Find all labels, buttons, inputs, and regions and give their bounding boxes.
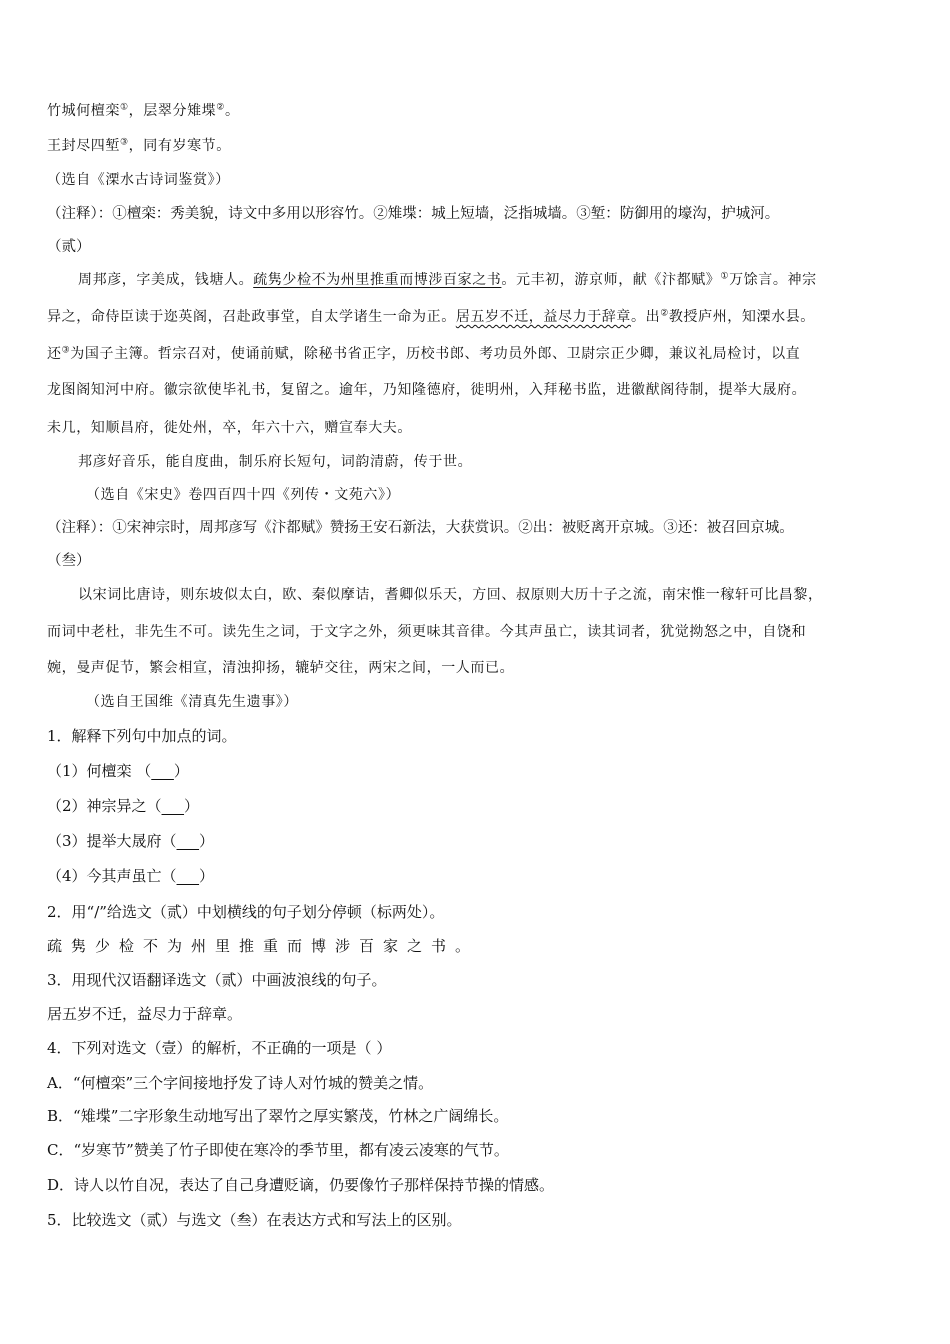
poem-text: ，同有岁寒节。 — [128, 138, 231, 154]
option-d: D．诗人以竹自况，表达了自己身遭贬谪，仍要像竹子那样保持节操的情感。 — [47, 1176, 555, 1194]
poem-text: 王封尽四堑 — [47, 138, 120, 154]
passage3-line: 婉，曼声促节，繁会相宣，清浊抑扬，辘轳交往，两宋之间，一人而已。 — [47, 660, 515, 676]
passage2-heading: （贰） — [47, 239, 91, 255]
poem-text: ，层翠分雉堞 — [128, 103, 217, 119]
passage2-line — [47, 344, 800, 364]
question-4: 4．下列对选文（壹）的解析，不正确的一项是（ ） — [47, 1039, 392, 1057]
wavy-underlined-sentence: 居五岁不迁，益尽力于辞章 — [455, 309, 632, 325]
note-mark: ③ — [61, 345, 71, 356]
passage3-source: （选自王国维《清真先生遗事》） — [86, 694, 298, 710]
passage2-line — [47, 307, 815, 327]
passage2-paragraph-2: 邦彦好音乐，能自度曲，制乐府长短句，词韵清蔚，传于世。 — [78, 454, 473, 470]
passage-text: 。出 — [631, 309, 661, 325]
question-1: 1．解释下列句中加点的词。 — [47, 727, 237, 745]
passage-text: 为国子主簿。哲宗召对，使诵前赋，除秘书省正字，历校书郎、考功员外郎、卫尉宗正少卿，兼议礼局检讨，以直 — [70, 346, 801, 362]
question-5: 5．比较选文（贰）与选文（叁）在表达方式和写法上的区别。 — [47, 1211, 462, 1229]
question-3: 3．用现代汉语翻译选文（贰）中画波浪线的句子。 — [47, 971, 387, 989]
question-1-item — [47, 866, 214, 886]
poem-text: 。 — [224, 103, 240, 119]
note-mark: ① — [720, 271, 730, 282]
passage2-annotation: （注释）：①宋神宗时，周邦彦写《汴都赋》赞扬王安石新法，大获赏识。②出：被贬离开京城。③还：被召回京城。 — [47, 520, 794, 536]
passage-text: 万馀言。神宗 — [729, 272, 817, 288]
option-a: A．“何檀栾”三个字间接地抒发了诗人对竹城的赞美之情。 — [47, 1074, 434, 1092]
question-1-item — [47, 761, 189, 781]
passage2-line — [78, 270, 817, 290]
passage3-line: 以宋词比唐诗，则东坡似太白，欧、秦似摩诘，耆卿似乐天，方回、叔原则大历十子之流，南宋惟一稼轩可比昌黎， — [78, 587, 823, 603]
item-text: ） — [184, 797, 200, 815]
passage-text: 教授庐州，知溧水县。 — [668, 309, 815, 325]
question-2-sentence: 疏隽少检不为州里推重而博涉百家之书。 — [47, 937, 480, 955]
note-mark: ① — [120, 102, 129, 113]
passage3-line: 而词中老杜，非先生不可。读先生之词，于文字之外，须更味其音律。今其声虽亡，读其词者，犹觉拗怒之中，自饶和 — [47, 624, 807, 640]
note-mark: ③ — [120, 137, 129, 148]
item-text: ） — [173, 762, 189, 780]
passage3-heading: （叁） — [47, 553, 91, 569]
item-text: ） — [199, 867, 215, 885]
poem-line-1 — [47, 101, 240, 121]
poem-annotation: （注释）：①檀栾：秀美貌，诗文中多用以形容竹。②雉堞：城上短墙，泛指城墙。③堑：防御用的壕沟，护城河。 — [47, 206, 780, 222]
answer-blank[interactable]: ___ — [151, 762, 174, 780]
item-text: （3）提举大晟府（ — [47, 832, 177, 850]
passage2-source: （选自《宋史》卷四百四十四《列传・文苑六》） — [86, 487, 401, 503]
item-text: ） — [199, 832, 215, 850]
item-text: （2）神宗异之（ — [47, 797, 162, 815]
item-text: （4）今其声虽亡（ — [47, 867, 177, 885]
passage-text: 。元丰初，游京师，献《汴都赋》 — [501, 272, 721, 288]
poem-line-2 — [47, 136, 231, 156]
option-c: C．“岁寒节”赞美了竹子即使在寒冷的季节里，都有凌云凌寒的气节。 — [47, 1141, 509, 1159]
note-mark: ② — [216, 102, 225, 113]
question-3-sentence: 居五岁不迁，益尽力于辞章。 — [47, 1005, 243, 1023]
question-1-item — [47, 796, 199, 816]
answer-blank[interactable]: ___ — [176, 832, 200, 850]
poem-text: 竹城何檀栾 — [47, 103, 120, 119]
question-1-item — [47, 831, 214, 851]
passage2-line: 未几，知顺昌府，徙处州，卒，年六十六，赠宣奉大夫。 — [47, 420, 412, 436]
poem-source: （选自《溧水古诗词鉴赏》） — [47, 172, 230, 188]
passage-text: 异之，命侍臣读于迩英阁，召赴政事堂，自太学诸生一命为正。 — [47, 309, 456, 325]
passage-text: 周邦彦，字美成，钱塘人。 — [78, 272, 254, 288]
answer-blank[interactable]: ___ — [161, 797, 185, 815]
underlined-sentence: 疏隽少检不为州里推重而博涉百家之书 — [253, 272, 502, 288]
passage2-line: 龙图阁知河中府。徽宗欲使毕礼书，复留之。逾年，乃知隆德府，徙明州，入拜秘书监，进徽猷阁待制，提举大晟府。 — [47, 382, 807, 398]
note-mark: ② — [660, 308, 669, 319]
option-b: B．“雉堞”二字形象生动地写出了翠竹之厚实繁茂，竹林之广阔绵长。 — [47, 1107, 509, 1125]
answer-blank[interactable]: ___ — [176, 867, 200, 885]
passage-text: 还 — [47, 346, 62, 362]
question-2: 2．用“/”给选文（贰）中划横线的句子划分停顿（标两处）。 — [47, 903, 445, 921]
item-text: （1）何檀栾 （ — [47, 762, 152, 780]
